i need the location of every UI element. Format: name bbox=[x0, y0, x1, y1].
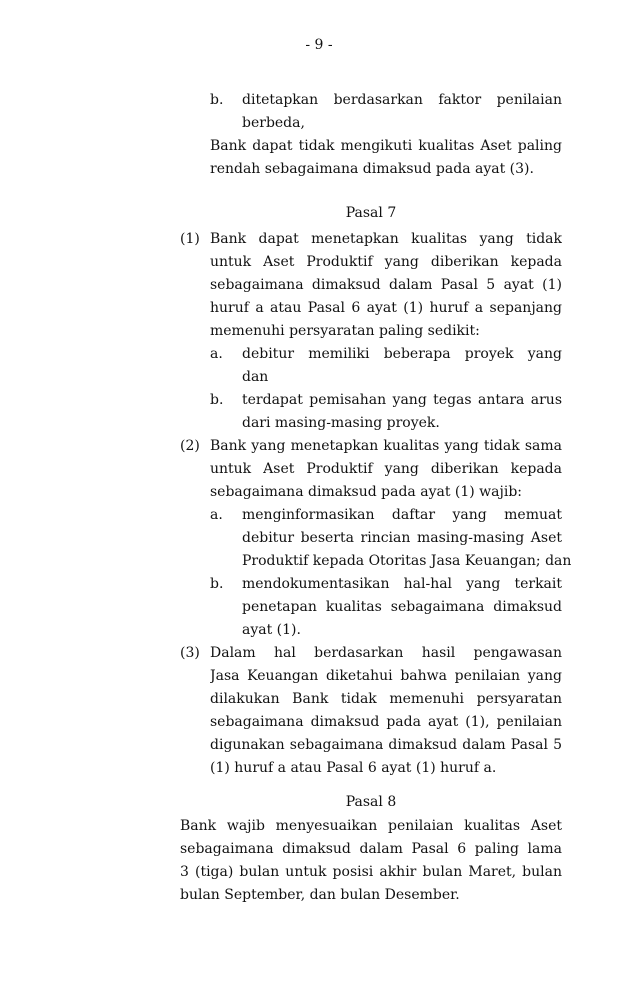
list-item-text: berbeda, bbox=[242, 115, 305, 131]
section-heading-pasal-8: Pasal 8 bbox=[345, 794, 397, 810]
list-marker-a: a. bbox=[210, 346, 223, 362]
clause-line: digunakan sebagaimana dimaksud dalam Pasal 5 bbox=[210, 737, 562, 753]
list-item-text: debitur memiliki beberapa proyek yang bbox=[242, 346, 562, 362]
list-item-text: mendokumentasikan hal-hal yang terkait bbox=[242, 576, 562, 592]
clause-line: (1) huruf a atau Pasal 6 ayat (1) huruf a. bbox=[210, 760, 497, 776]
list-marker-a: a. bbox=[210, 507, 223, 523]
list-item-text: debitur beserta rincian masing-masing Aset bbox=[242, 530, 562, 546]
clause-line: Dalam hal berdasarkan hasil pengawasan bbox=[210, 645, 562, 661]
clause-line: Jasa Keuangan diketahui bahwa penilaian yang bbox=[210, 668, 562, 684]
clause-line: untuk Aset Produktif yang diberikan kepada bbox=[210, 254, 562, 270]
list-item-text: terdapat pemisahan yang tegas antara arus bbox=[242, 392, 562, 408]
page-number: - 9 - bbox=[305, 37, 333, 53]
list-item-text: penetapan kualitas sebagaimana dimaksud bbox=[242, 599, 562, 615]
list-item-text: dan bbox=[242, 369, 269, 385]
list-item-text: ditetapkan berdasarkan faktor penilaian bbox=[242, 92, 562, 108]
section-heading-pasal-7: Pasal 7 bbox=[345, 205, 397, 221]
clause-line: sebagaimana dimaksud pada ayat (1) wajib: bbox=[210, 484, 523, 500]
clause-line: dilakukan Bank tidak memenuhi persyaratan bbox=[210, 691, 562, 707]
paragraph-line: rendah sebagaimana dimaksud pada ayat (3). bbox=[210, 161, 534, 177]
list-item-text: ayat (1). bbox=[242, 622, 301, 638]
paragraph-line: Bank dapat tidak mengikuti kualitas Aset paling bbox=[210, 138, 562, 154]
clause-line: sebagaimana dimaksud pada ayat (1), penilaian bbox=[210, 714, 562, 730]
list-item-text: menginformasikan daftar yang memuat bbox=[242, 507, 562, 523]
clause-line: sebagaimana dimaksud dalam Pasal 5 ayat (1) bbox=[210, 277, 562, 293]
paragraph-line: bulan September, dan bulan Desember. bbox=[180, 887, 460, 903]
clause-line: huruf a atau Pasal 6 ayat (1) huruf a sepanjang bbox=[210, 300, 562, 316]
list-item-text: Produktif kepada Otoritas Jasa Keuangan; dan bbox=[242, 553, 572, 569]
clause-line: Bank dapat menetapkan kualitas yang tidak bbox=[210, 231, 562, 247]
paragraph-line: Bank wajib menyesuaikan penilaian kualitas Aset bbox=[180, 818, 562, 834]
clause-marker-2: (2) bbox=[180, 438, 200, 454]
clause-line: Bank yang menetapkan kualitas yang tidak sama bbox=[210, 438, 562, 454]
clause-line: memenuhi persyaratan paling sedikit: bbox=[210, 323, 480, 339]
paragraph-line: 3 (tiga) bulan untuk posisi akhir bulan Maret, bulan bbox=[180, 864, 562, 880]
list-marker-b: b. bbox=[210, 576, 224, 592]
clause-marker-1: (1) bbox=[180, 231, 200, 247]
clause-line: untuk Aset Produktif yang diberikan kepada bbox=[210, 461, 562, 477]
clause-marker-3: (3) bbox=[180, 645, 200, 661]
list-marker-b: b. bbox=[210, 92, 224, 108]
paragraph-line: sebagaimana dimaksud dalam Pasal 6 paling lama bbox=[180, 841, 562, 857]
list-item-text: dari masing-masing proyek. bbox=[242, 415, 440, 431]
list-marker-b: b. bbox=[210, 392, 224, 408]
